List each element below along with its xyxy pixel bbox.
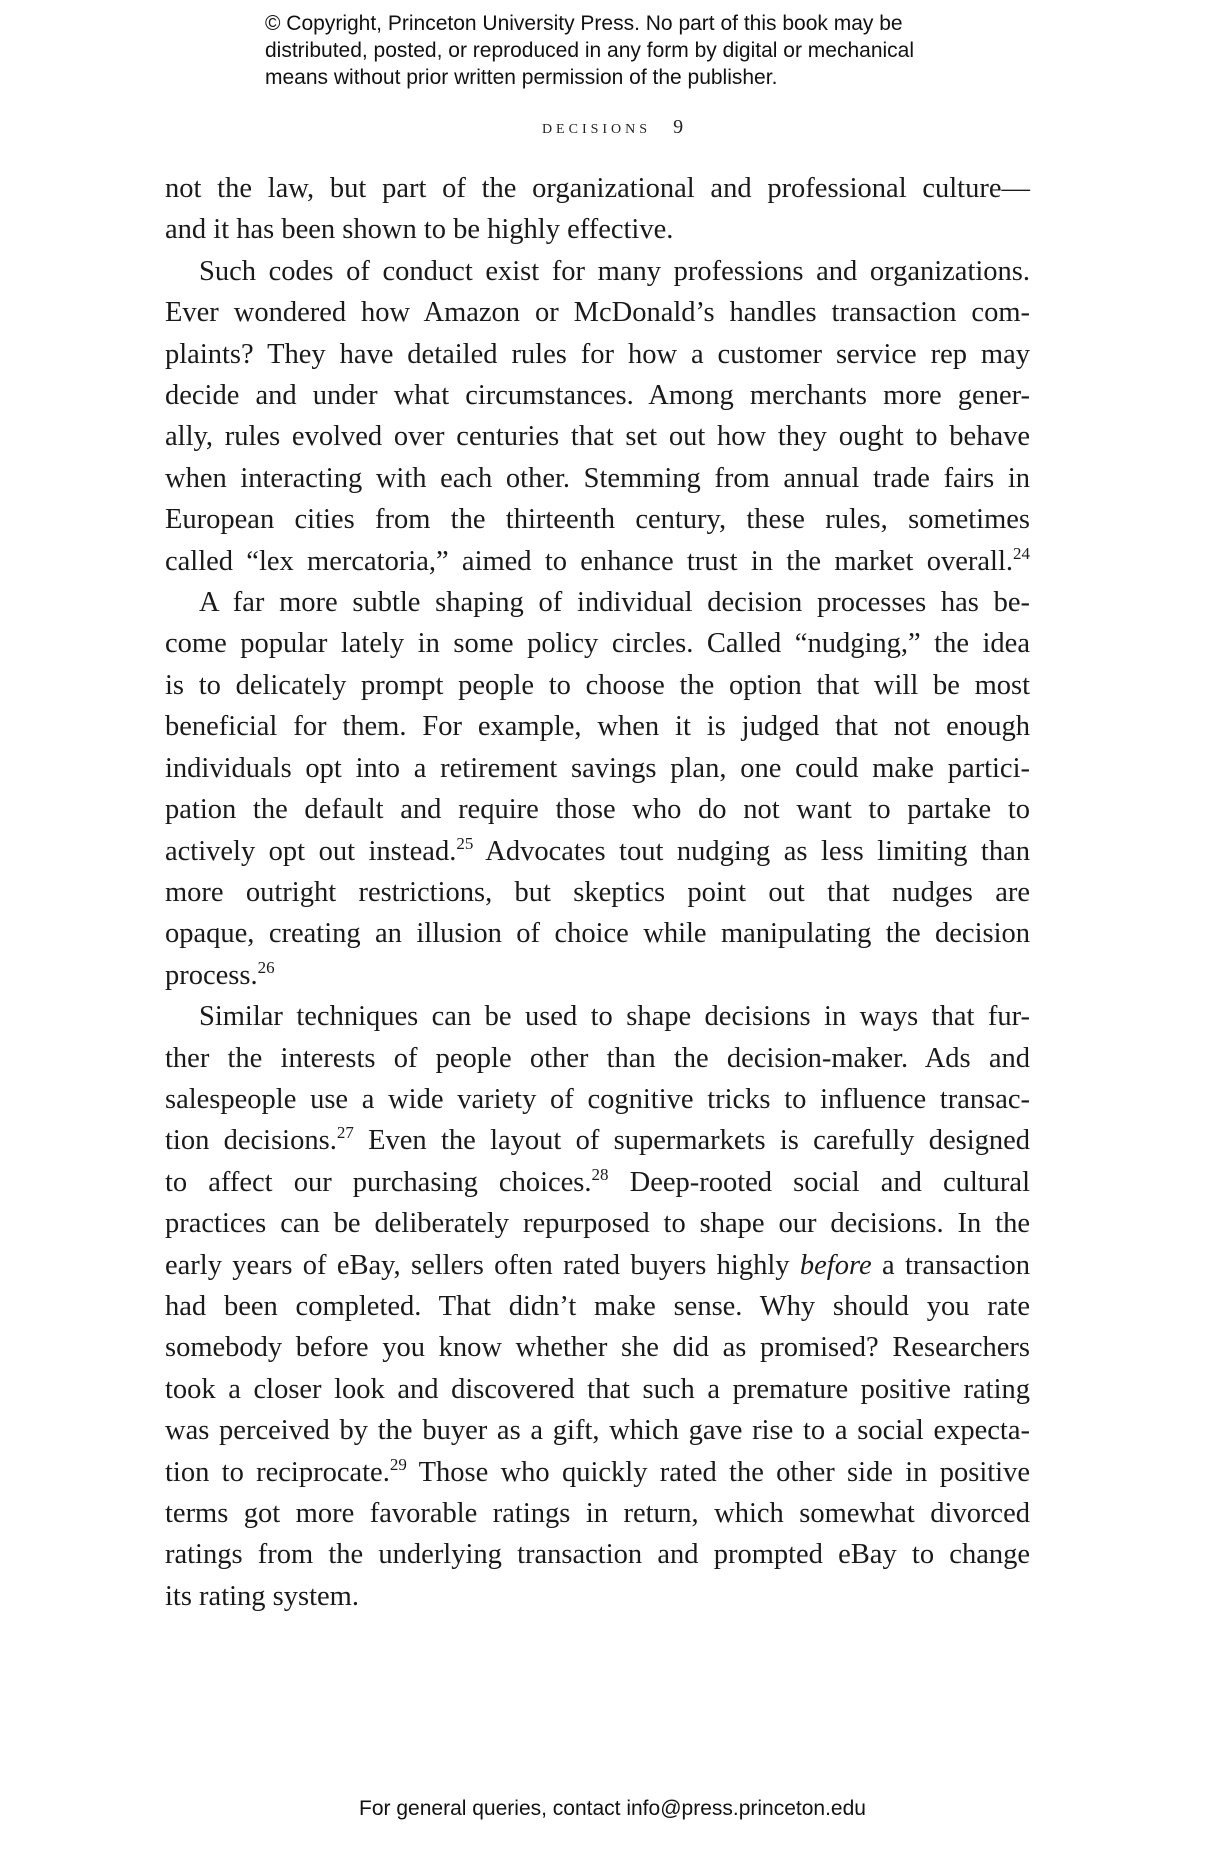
text-line bbox=[165, 1120, 1030, 1161]
text-line: plaints? They have detailed rules for how a customer service rep may bbox=[165, 338, 1030, 370]
text-line: Such codes of conduct exist for many professions and organizations. bbox=[199, 255, 1030, 287]
text-line: somebody before you know whether she did as promised? Researchers bbox=[165, 1332, 1030, 1364]
footnote-ref: 26 bbox=[257, 957, 275, 977]
running-head bbox=[0, 116, 1225, 139]
text-line: A far more subtle shaping of individual decision processes has be- bbox=[199, 587, 1030, 619]
text-segment: called “lex mercatoria,” aimed to enhance trust in the market overall. bbox=[165, 545, 1013, 577]
text-line: practices can be deliberately repurposed to shape our decisions. In the bbox=[165, 1208, 1030, 1240]
text-line bbox=[165, 831, 1030, 872]
text-line: took a closer look and discovered that such a premature positive rating bbox=[165, 1373, 1030, 1405]
text-segment: a transaction bbox=[871, 1249, 1031, 1281]
text-line: beneficial for them. For example, when it is judged that not enough bbox=[165, 711, 1030, 743]
text-line: its rating system. bbox=[165, 1580, 359, 1612]
copyright-line: means without prior written permission of the publisher. bbox=[265, 66, 778, 89]
text-line bbox=[165, 541, 1030, 582]
text-line: ther the interests of people other than the decision-maker. Ads and bbox=[165, 1042, 1030, 1074]
text-segment: tion to reciprocate. bbox=[165, 1456, 390, 1488]
text-segment: Even the layout of supermarkets is carefully designed bbox=[353, 1125, 1031, 1157]
text-line: ally, rules evolved over centuries that set out how they ought to behave bbox=[165, 421, 1030, 453]
text-line bbox=[165, 1245, 1030, 1286]
text-segment: actively opt out instead. bbox=[165, 835, 457, 867]
text-line bbox=[165, 955, 1030, 996]
text-segment: Advocates tout nudging as less limiting than bbox=[473, 835, 1030, 867]
emphasis-text: before bbox=[799, 1249, 872, 1281]
text-line: come popular lately in some policy circles. Called “nudging,” the idea bbox=[165, 628, 1030, 660]
text-line: Ever wondered how Amazon or McDonald’s handles transaction com- bbox=[165, 297, 1030, 329]
text-segment: early years of eBay, sellers often rated buyers highly bbox=[165, 1249, 800, 1281]
text-line: European cities from the thirteenth century, these rules, sometimes bbox=[165, 504, 1030, 536]
copyright-notice bbox=[265, 10, 985, 91]
body-text bbox=[165, 168, 1030, 1617]
text-segment: tion decisions. bbox=[165, 1125, 337, 1157]
text-line: salespeople use a wide variety of cognitive tricks to influence transac- bbox=[165, 1083, 1030, 1115]
text-line: had been completed. That didn’t make sense. Why should you rate bbox=[165, 1290, 1030, 1322]
footer-contact: For general queries, contact info@press.princeton.edu bbox=[359, 1797, 866, 1820]
text-line: Similar techniques can be used to shape decisions in ways that fur- bbox=[199, 1001, 1030, 1033]
text-line bbox=[165, 1452, 1030, 1493]
text-line: not the law, but part of the organizational and professional culture— bbox=[165, 173, 1030, 204]
text-line: decide and under what circumstances. Among merchants more gener- bbox=[165, 380, 1030, 412]
paragraph bbox=[165, 251, 1030, 582]
text-segment: to affect our purchasing choices. bbox=[165, 1166, 592, 1198]
text-segment: process. bbox=[165, 959, 258, 991]
text-line: ratings from the underlying transaction and prompted eBay to change bbox=[165, 1539, 1030, 1571]
text-line: terms got more favorable ratings in return, which somewhat divorced bbox=[165, 1498, 1030, 1529]
paragraph bbox=[165, 168, 1030, 251]
text-line: more outright restrictions, but skeptics point out that nudges are bbox=[165, 876, 1030, 908]
footnote-ref: 29 bbox=[389, 1454, 407, 1474]
copyright-line: distributed, posted, or reproduced in any form by digital or mechanical bbox=[265, 39, 915, 62]
footnote-ref: 27 bbox=[336, 1123, 354, 1143]
paragraph bbox=[165, 996, 1030, 1617]
footnote-ref: 28 bbox=[591, 1164, 609, 1184]
footnote-ref: 25 bbox=[456, 833, 474, 853]
running-head-title: decisions bbox=[541, 116, 652, 138]
text-segment: Those who quickly rated the other side in positive bbox=[406, 1456, 1030, 1488]
text-line: when interacting with each other. Stemming from annual trade fairs in bbox=[165, 462, 1030, 494]
text-line: opaque, creating an illusion of choice while manipulating the decision bbox=[165, 918, 1030, 950]
text-segment: Deep-rooted social and cultural bbox=[608, 1166, 1030, 1198]
copyright-line: © Copyright, Princeton University Press. No part of this book may be bbox=[265, 12, 903, 35]
text-line: individuals opt into a retirement savings plan, one could make partici- bbox=[165, 752, 1030, 784]
text-line: and it has been shown to be highly effective. bbox=[165, 214, 674, 246]
text-line: was perceived by the buyer as a gift, which gave rise to a social expecta- bbox=[165, 1415, 1030, 1447]
text-line: pation the default and require those who do not want to partake to bbox=[165, 794, 1030, 826]
text-line: is to delicately prompt people to choose the option that will be most bbox=[165, 669, 1030, 701]
text-line bbox=[165, 1162, 1030, 1203]
page-number: 9 bbox=[673, 116, 684, 138]
paragraph bbox=[165, 582, 1030, 996]
footnote-ref: 24 bbox=[1013, 543, 1030, 563]
